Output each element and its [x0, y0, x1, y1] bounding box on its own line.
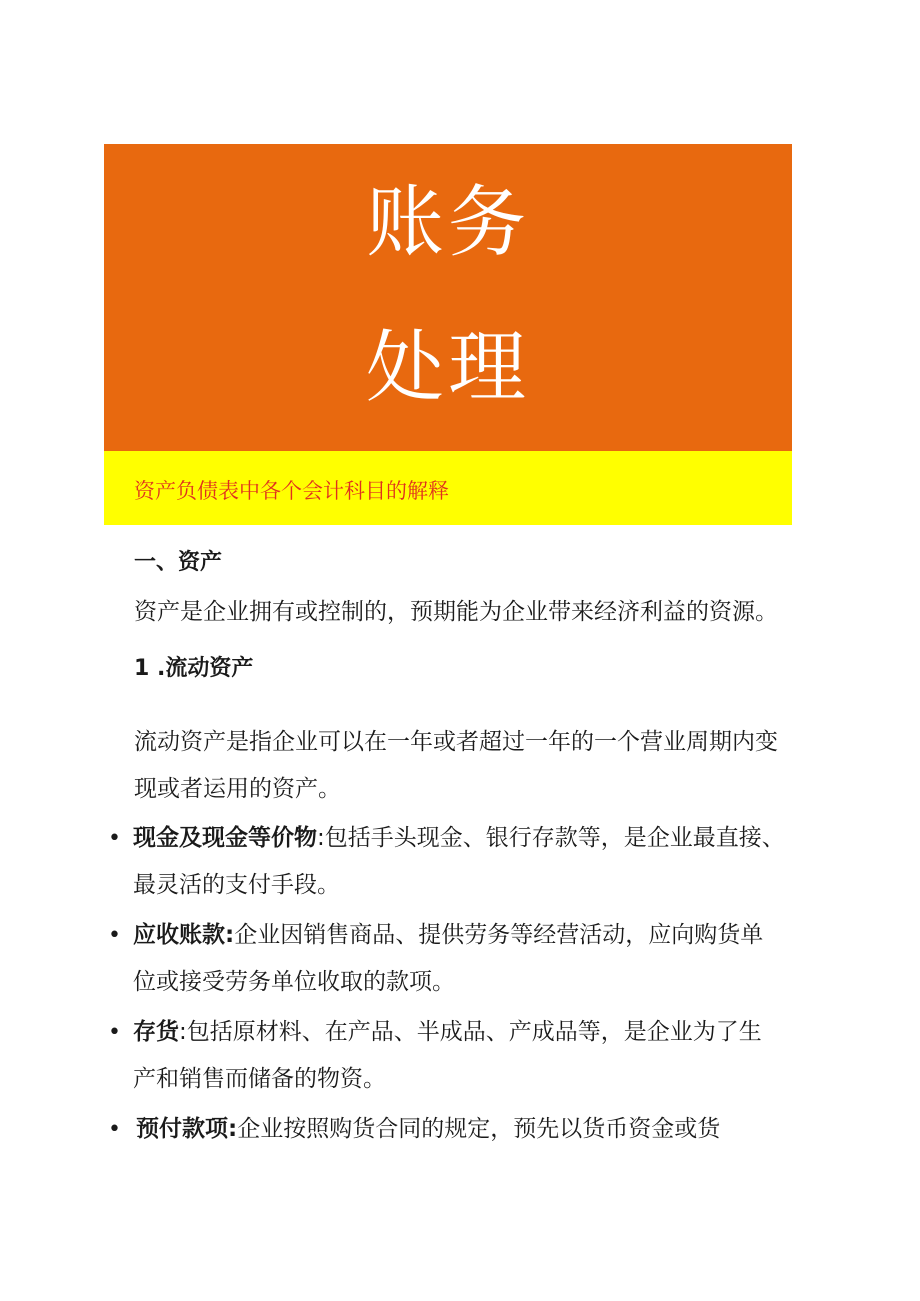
section-heading-assets: 一、资产: [134, 550, 223, 575]
bullet-marker: •: [108, 923, 121, 948]
bullet-term: 预付款项:: [136, 1116, 238, 1142]
assets-definition: 资产是企业拥有或控制的，预期能为企业带来经济利益的资源。: [134, 599, 778, 625]
bullet-text: :包括原材料、在产品、半成品、产成品等，是企业为了生: [179, 1019, 762, 1045]
bullet-text: 企业因销售商品、提供劳务等经营活动，应向购货单: [234, 922, 764, 948]
bullet-text: 企业按照购货合同的规定，预先以货币资金或货: [237, 1116, 721, 1142]
bullet-term: 存货: [133, 1019, 179, 1045]
title-banner: [104, 144, 792, 451]
bullet-inventory-line-1: [133, 1021, 762, 1044]
bullet-marker: •: [108, 826, 121, 851]
current-assets-definition-line-2: 现或者运用的资产。: [134, 776, 341, 802]
bullet-term: 现金及现金等价物: [133, 825, 317, 851]
bullet-cash-line-2: 最灵活的支付手段。: [133, 872, 340, 898]
bullet-term: 应收账款:: [133, 922, 235, 948]
bullet-cash-line-1: [133, 827, 785, 850]
bullet-inventory-line-2: 产和销售而储备的物资。: [133, 1066, 386, 1092]
subtitle-banner: [104, 451, 792, 525]
subtitle-text: 资产负债表中各个会计科目的解释: [134, 479, 449, 503]
bullet-receivables-line-1: [133, 924, 763, 947]
bullet-text: :包括手头现金、银行存款等，是企业最直接、: [317, 825, 785, 851]
bullet-marker: •: [108, 1020, 121, 1045]
bullet-marker: •: [108, 1117, 121, 1142]
bullet-receivables-line-2: 位或接受劳务单位收取的款项。: [133, 969, 455, 995]
banner-title-line-1: 账务: [365, 178, 530, 268]
subsection-heading-current-assets: 1 .流动资产: [134, 656, 254, 681]
current-assets-definition-line-1: 流动资产是指企业可以在一年或者超过一年的一个营业周期内变: [134, 729, 778, 755]
bullet-prepayments-line-1: [136, 1118, 720, 1141]
banner-title-line-2: 处理: [365, 323, 530, 413]
